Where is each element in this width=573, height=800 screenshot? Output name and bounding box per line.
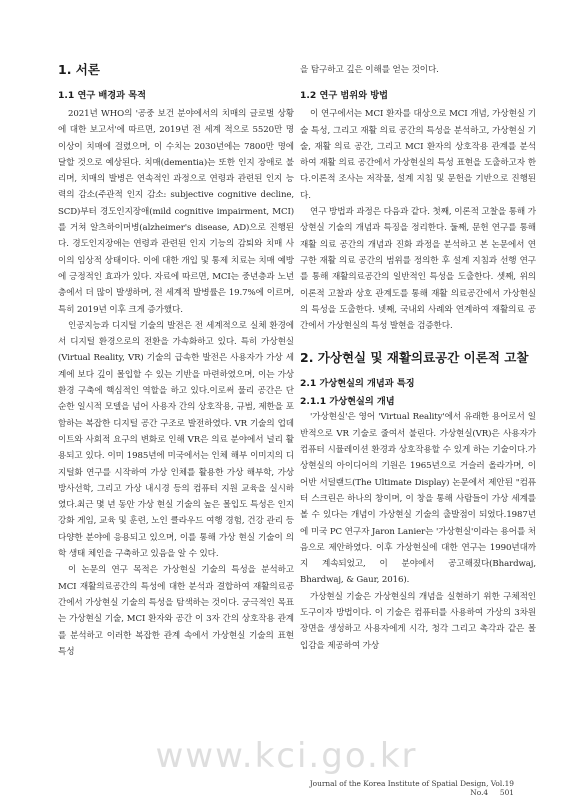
concept-paragraph-2: 가상현실 기술은 가상현실의 개념을 실현하기 위한 구체적인 도구이자 방법이다. 이 기술은 컴퓨터를 사용하여 가상의 3차원 장면을 생성하고 사용자에게 시각, 청각 그리고 촉각과 같은 몰입감을 제공하여 가상 [300, 591, 536, 651]
section-2-1-heading: 2.1 가상현실의 개념과 특징 [300, 378, 415, 390]
section-2-heading: 2. 가상현실 및 재활의료공간 이론적 고찰 [300, 350, 529, 366]
intro-paragraph-3: 이 논문의 연구 목적은 가상현실 기술의 특성을 분석하고 MCI 재활의료공간의 특성에 대한 분석과 결합하여 재활의료공간에서 가상현실 기술의 특성을 탐색하는 것이다. 궁극적인 목표는 가상현실 기술, MCI 환자와 공간 이 3자 간의 상호작용 관계를 분석하고 이러한 복잡한 관계 속에서 가상현실 기술의 표현 특성 [58, 565, 294, 657]
page-footer [300, 779, 514, 797]
watermark-text: www.kci.go.kr [155, 736, 418, 776]
intro-paragraph-1: 2021년 WHO의 '공중 보건 분야에서의 치매의 글로벌 상황에 대한 보고서'에 따르면, 2019년 전 세계 적으로 5520만 명 이상이 치매에 걸렸으며, 이 수치는 2030년에는 7800만 명에 달할 것으로 예상된다. 치매(dementia)는 또한 인지 장애로 불리며, 치매의 발병은 연속적인 과정으로 연령과 관련된 인지 능력의 감소(주관적 인지 감소: subjective cognitive decline, SCD)부터 경도인지장애(mild cognitive impairment, MCI)를 거쳐 알츠하이머병(alzheimer's disease, AD)으로 진행된다. 경도인지장애는 연령과 관련된 인지 기능의 감퇴와 치매 사이의 임상적 상태이다. 이에 대한 개입 및 통제 치료는 치매 예방에 긍정적인 효과가 있다. 자료에 따르면, MCI는 중년층과 노년층에서 더 많이 발생하며, 전 세계적 발병률은 19.7%에 이르며, 특히 2019년 이후 크게 증가했다. [58, 109, 294, 315]
page-number: 501 [499, 788, 514, 797]
section-1-1-heading: 1.1 연구 배경과 목적 [58, 90, 146, 101]
section-2-1-1-heading: 2.1.1 가상현실의 개념 [300, 396, 395, 408]
section-1-heading: 1. 서론 [58, 62, 100, 77]
continuation-text: 을 탐구하고 깊은 이해를 얻는 것이다. [300, 65, 439, 75]
intro-paragraph-2: 인공지능과 디지털 기술의 발전은 전 세계적으로 실체 환경에서 디지털 환경으로의 전환을 가속화하고 있다. 특히 가상현실(Virtual Reality, VR) 기술의 급속한 발전은 사용자가 가상 세계에 보다 깊이 몰입할 수 있는 기반을 마련하였으며, 이는 가상 환경 구축에 핵심적인 역할을 하고 있다.이로써 물리 공간은 단순한 일시적 모델을 넘어 사용자 간의 상호작용, 규범, 제한을 포함하는 복잡한 디지털 공간 구조로 발전하였다. VR 기술의 업데이트와 사회적 요구의 변화로 인해 VR은 의료 분야에서 널리 활용되고 있다. 이미 1985년에 미국에서는 인체 해부 이미지의 디지털화 연구를 시작하여 가상 인체를 활용한 가상 해부학, 가상 방사선학, 그리고 가상 내시경 등의 컴퓨터 지원 교육을 실시하였다.최근 몇 년 동안 가상 현실 기술의 높은 몰입도 특성은 인지 강화 게임, 교육 및 훈련, 노인 클라우드 여행 경험, 건강 관리 등 다양한 분야에 응용되고 있으며, 이를 통해 가상 현실 기술이 의학 생태 체인을 구축하고 있음을 알 수 있다. [58, 320, 294, 560]
left-column [58, 60, 294, 660]
concept-paragraph-1: '가상현실'은 영어 'Virtual Reality'에서 유래한 용어로서 일반적으로 VR 기술로 줄여서 불린다. 가상현실(VR)은 사용자가 컴퓨터 시뮬레이션 환경과 상호작용할 수 있게 하는 기술이다.가상현실의 아이디어의 기원은 1965년으로 거슬러 올라가며, 이어반 서덜랜드(The Ultimate Display) 논문에서 제안된 "컴퓨터 스크린은 하나의 창이며, 이 창을 통해 사람들이 가상 세계를 볼 수 있다는 개념이 가상현실 기술의 출발점이 되었다.1987년에 미국 PC 연구자 Jaron Lanier는 '가상현실'이라는 용어를 처음으로 제안하였다. 이후 가상현실에 대한 연구는 1990년대까지 계속되었고, 이 분야에서 공고해졌다(Bhardwaj, Bhardwaj, & Gaur, 2016). [300, 412, 536, 586]
section-1-2-heading: 1.2 연구 범위와 방법 [300, 90, 388, 102]
journal-name: Journal of the Korea Institute of Spatial Design, Vol.19 No.4 [309, 779, 514, 797]
scope-paragraph-2: 연구 방법과 과정은 다음과 같다. 첫째, 이론적 고찰을 통해 가상현실 기술의 개념과 특징을 정리한다. 둘째, 문헌 연구를 통해 재활 의료 공간의 개념과 진화 과정을 분석하고 본 논문에서 연구한 재활 의료 공간의 범위를 정의한 후 설계 지침과 선행 연구를 통해 재활의료공간의 일반적인 특성을 도출한다. 셋째, 위의 이론적 고찰과 상호 관계도를 통해 재활 의료공간에서 가상현실의 특성을 도출한다. 넷째, 국내외 사례와 연계하여 재활의료 공간에서 가상현실의 특성 발현을 검증한다. [300, 207, 536, 332]
right-column [300, 62, 536, 654]
scope-paragraph-1: 이 연구에서는 MCI 환자를 대상으로 MCI 개념, 가상현실 기술 특성, 그리고 재활 의료 공간의 특성을 분석하고, 가상현실 기술, 재활 의료 공간, 그리고 MCI 환자의 상호작용 관계를 분석하여 재활 의료 공간에서 가상현실의 특성 표현을 도출하고자 한다.이론적 조사는 저작물, 설계 지침 및 문헌을 기반으로 진행된다. [300, 109, 536, 201]
